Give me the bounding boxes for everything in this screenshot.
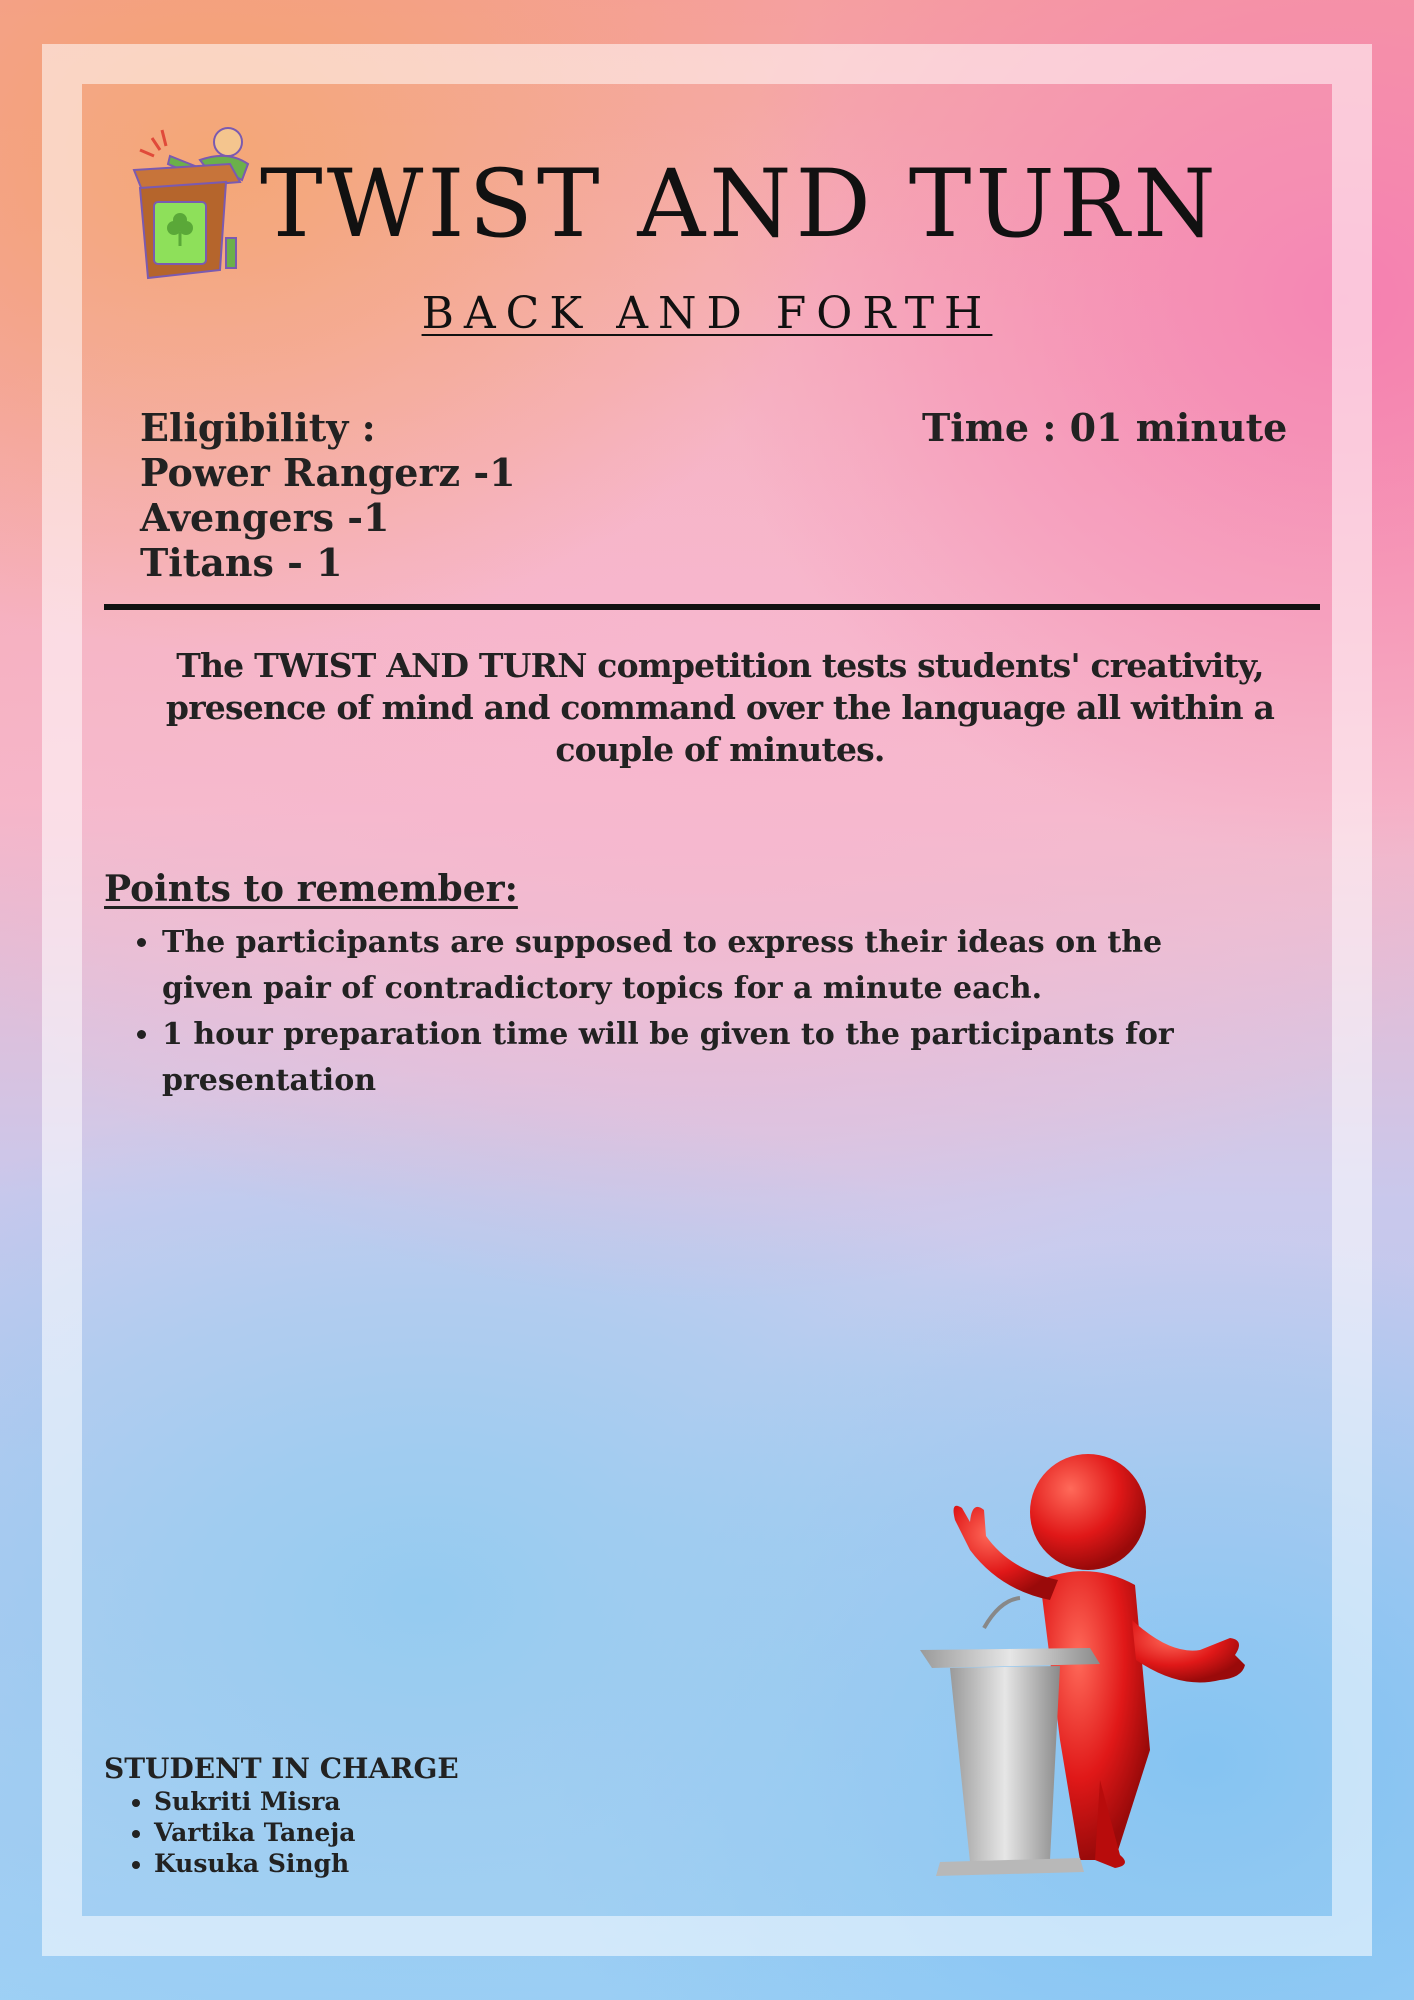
list-item: • Kusuka Singh	[154, 1848, 355, 1879]
time-limit: Time : 01 minute	[922, 405, 1288, 450]
eligibility-team: Power Rangerz -1	[140, 450, 516, 495]
divider	[104, 604, 1320, 610]
poster-subtitle: BACK AND FORTH	[421, 288, 993, 339]
students-in-charge-list	[104, 1786, 355, 1879]
points-heading: Points to remember:	[104, 868, 518, 910]
eligibility-block	[140, 405, 516, 585]
list-item: • Sukriti Misra	[154, 1786, 355, 1817]
description: The TWIST AND TURN competition tests students' creativity, presence of mind and command over the language all within a couple of minutes.	[165, 646, 1275, 769]
eligibility-label: Eligibility :	[140, 405, 376, 450]
students-in-charge-heading: STUDENT IN CHARGE	[104, 1752, 459, 1785]
title-row	[130, 120, 1330, 300]
podium-speaker-icon	[130, 120, 255, 285]
eligibility-team: Titans - 1	[140, 540, 343, 585]
eligibility-team: Avengers -1	[140, 495, 390, 540]
list-item: • Vartika Taneja	[154, 1817, 355, 1848]
poster-title: TWIST AND TURN	[260, 150, 1220, 259]
list-item: • 1 hour preparation time will be given to the participants for presentation	[162, 1012, 1242, 1104]
points-list	[104, 920, 1242, 1104]
list-item: • The participants are supposed to express their ideas on the given pair of contradictory topics for a minute each.	[162, 920, 1242, 1012]
red-speaker-illustration	[900, 1450, 1260, 1890]
